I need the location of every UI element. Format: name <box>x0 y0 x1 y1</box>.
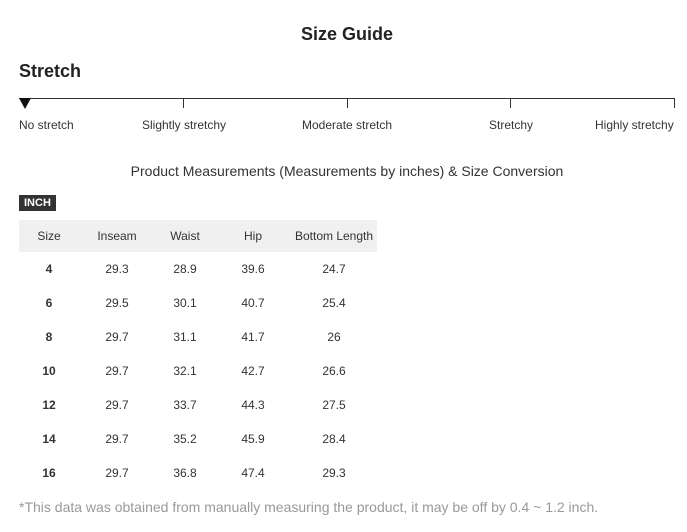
hip-cell: 41.7 <box>241 330 265 344</box>
stretch-section-title: Stretch <box>19 61 82 81</box>
table-row <box>19 354 377 388</box>
size-cell: 4 <box>45 262 53 276</box>
column-header: Bottom Length <box>294 229 374 243</box>
table-header-row <box>19 220 377 252</box>
bottom-length-cell: 29.3 <box>322 466 346 480</box>
stretch-scale-tick <box>347 98 348 108</box>
table-row <box>19 388 377 422</box>
bottom-length-cell: 26 <box>327 330 341 344</box>
hip-cell: 42.7 <box>241 364 265 378</box>
size-table <box>19 220 377 490</box>
waist-cell: 35.2 <box>173 432 197 446</box>
column-header: Waist <box>170 229 200 243</box>
bottom-length-cell: 25.4 <box>322 296 346 310</box>
bottom-length-cell: 28.4 <box>322 432 346 446</box>
inseam-cell: 29.7 <box>105 398 129 412</box>
size-cell: 6 <box>45 296 53 310</box>
column-header: Size <box>37 229 61 243</box>
stretch-label-slightly-stretchy: Slightly stretchy <box>142 118 227 132</box>
unit-badge: INCH <box>19 195 56 211</box>
table-row <box>19 252 377 286</box>
inseam-cell: 29.7 <box>105 432 129 446</box>
waist-cell: 36.8 <box>173 466 197 480</box>
inseam-cell: 29.7 <box>105 466 129 480</box>
bottom-length-cell: 27.5 <box>322 398 346 412</box>
waist-cell: 30.1 <box>173 296 197 310</box>
waist-cell: 28.9 <box>173 262 197 276</box>
stretch-scale-tick <box>674 98 675 108</box>
column-header: Hip <box>243 229 262 243</box>
size-cell: 12 <box>42 398 56 412</box>
inseam-cell: 29.5 <box>105 296 129 310</box>
bottom-length-cell: 24.7 <box>322 262 346 276</box>
table-row <box>19 286 377 320</box>
measurement-disclaimer: *This data was obtained from manually measuring the product, it may be off by 0.4 ~ 1.2 inch. <box>19 499 599 515</box>
waist-cell: 33.7 <box>173 398 197 412</box>
hip-cell: 39.6 <box>241 262 265 276</box>
waist-cell: 31.1 <box>173 330 197 344</box>
stretch-label-moderate-stretch: Moderate stretch <box>302 118 393 132</box>
table-row <box>19 456 377 490</box>
hip-cell: 45.9 <box>241 432 265 446</box>
hip-cell: 47.4 <box>241 466 265 480</box>
size-cell: 10 <box>42 364 56 378</box>
stretch-label-stretchy: Stretchy <box>489 118 534 132</box>
inseam-cell: 29.3 <box>105 262 129 276</box>
table-row <box>19 422 377 456</box>
stretch-level-marker-icon <box>19 98 31 109</box>
inseam-cell: 29.7 <box>105 330 129 344</box>
size-cell: 14 <box>42 432 56 446</box>
stretch-label-highly-stretchy: Highly stretchy <box>595 118 674 132</box>
inseam-cell: 29.7 <box>105 364 129 378</box>
stretch-label-no-stretch: No stretch <box>19 118 74 132</box>
stretch-scale-tick <box>510 98 511 108</box>
bottom-length-cell: 26.6 <box>322 364 346 378</box>
table-row <box>19 320 377 354</box>
measurements-title: Product Measurements (Measurements by inches) & Size Conversion <box>130 163 564 179</box>
page-title: Size Guide <box>300 24 394 44</box>
size-cell: 16 <box>42 466 56 480</box>
column-header: Inseam <box>97 229 137 243</box>
hip-cell: 44.3 <box>241 398 265 412</box>
waist-cell: 32.1 <box>173 364 197 378</box>
hip-cell: 40.7 <box>241 296 265 310</box>
size-cell: 8 <box>45 330 53 344</box>
stretch-scale-tick <box>183 98 184 108</box>
